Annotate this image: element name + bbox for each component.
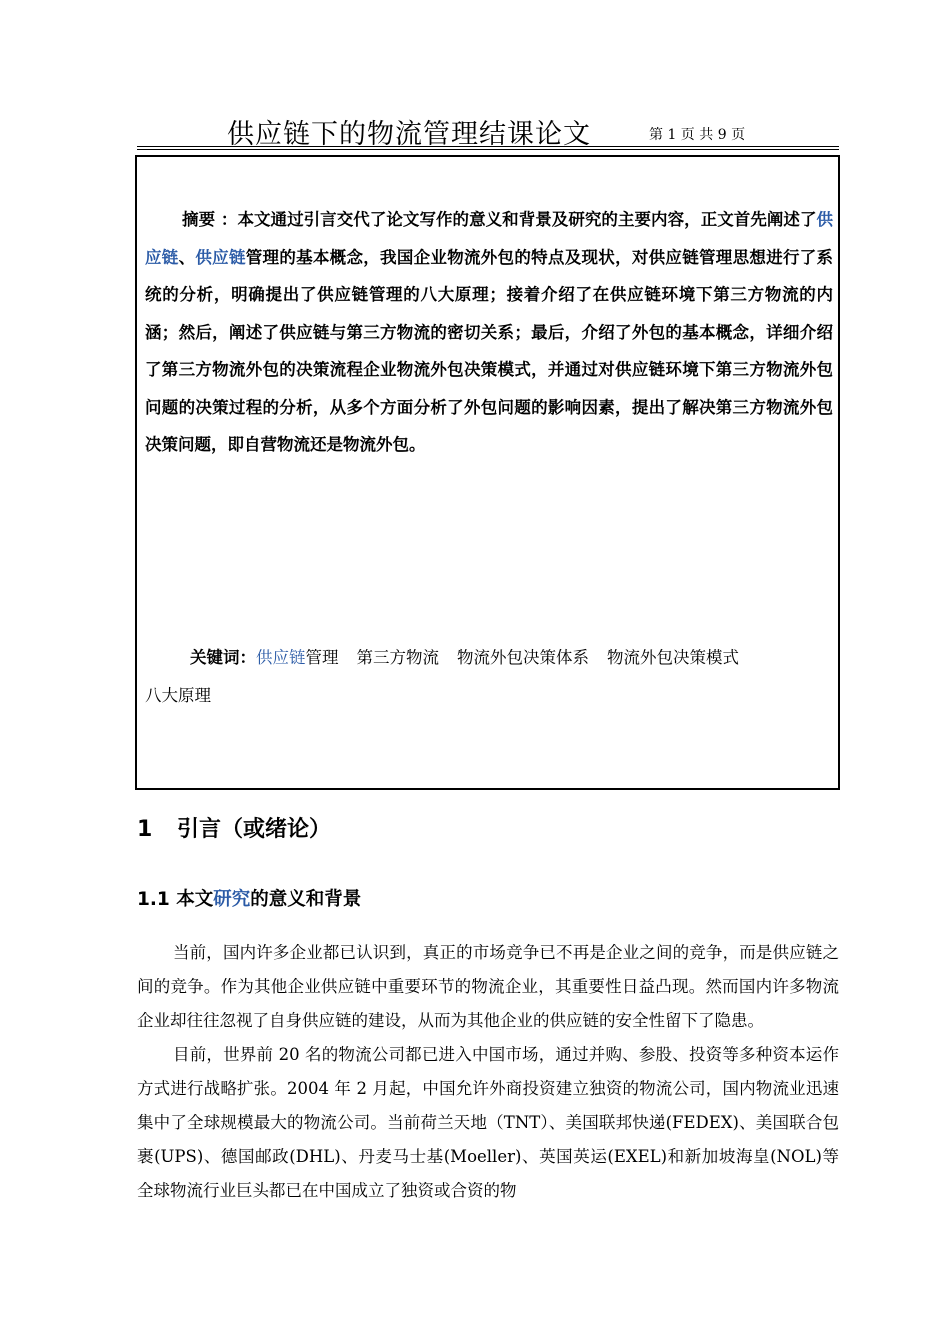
- supply-chain-link[interactable]: 供应链: [195, 247, 246, 267]
- subsection-suffix: 的意义和背景: [250, 889, 362, 910]
- keywords-label: 关键词：: [190, 648, 256, 667]
- section-number: 1: [137, 817, 153, 842]
- research-link[interactable]: 研究: [213, 889, 251, 910]
- keyword: 第三方物流: [356, 648, 439, 667]
- abstract-separator: 、: [178, 247, 196, 267]
- abstract-text: [145, 201, 833, 464]
- paragraph: 目前，世界前 20 名的物流公司都已进入中国市场，通过并购、参股、投资等多种资本运作方式进行战略扩张。2004 年 2 月起，中国允许外商投资建立独资的物流公司，国内物流业迅速集中了全球规模最大的物流公司。当前荷兰天地（TNT）、美国联邦快递(FEDEX)、美国联合包裹(UPS)、德国邮政(DHL)、丹麦马士基(Moeller)、英国英运(EXEL)和新加坡海皇(NOL)等全球物流行业巨头都已在中国成立了独资或合资的物: [137, 1045, 839, 1200]
- page-header: [137, 108, 839, 150]
- keyword: 物流外包决策体系: [457, 648, 589, 667]
- document-title: 供应链下的物流管理结课论文: [227, 119, 591, 150]
- abstract-segment: 本文通过引言交代了论文写作的意义和背景及研究的主要内容，正文首先阐述了: [237, 210, 817, 229]
- abstract-box: [135, 155, 840, 790]
- header-divider: [137, 149, 839, 150]
- keyword: 物流外包决策模式: [607, 648, 739, 667]
- section-title: 引言（或绪论）: [177, 817, 332, 842]
- page-indicator: 第 1 页 共 9 页: [649, 127, 746, 143]
- keyword: 八大原理: [145, 685, 211, 705]
- subsection-heading: [137, 885, 361, 911]
- abstract-label: 摘要 ：: [182, 210, 238, 229]
- subsection-prefix: 1.1 本文: [137, 889, 214, 910]
- supply-chain-link[interactable]: 供应链: [145, 210, 833, 267]
- keyword-link[interactable]: 供应链: [256, 648, 306, 667]
- paragraph: 当前，国内许多企业都已认识到，真正的市场竞争已不再是企业之间的竞争，而是供应链之间的竞争。作为其他企业供应链中重要环节的物流企业，其重要性日益凸现。然而国内许多物流企业却往往忽视了自身供应链的建设，从而为其他企业的供应链的安全性留下了隐患。: [137, 943, 839, 1030]
- keywords: [145, 639, 833, 714]
- body-text: [137, 936, 839, 1208]
- section-heading: [137, 812, 331, 843]
- abstract-segment: 管理的基本概念，我国企业物流外包的特点及现状，对供应链管理思想进行了系统的分析，明确提出了供应链管理的八大原理；接着介绍了在供应链环境下第三方物流的内涵；然后，阐述了供应链与第三方物流的密切关系；最后，介绍了外包的基本概念，详细介绍了第三方物流外包的决策流程企业物流外包决策模式，并通过对供应链环境下第三方物流外包问题的决策过程的分析，从多个方面分析了外包问题的影响因素，提出了解决第三方物流外包决策问题，即自营物流还是物流外包。: [145, 247, 834, 454]
- keyword: 管理: [305, 648, 339, 667]
